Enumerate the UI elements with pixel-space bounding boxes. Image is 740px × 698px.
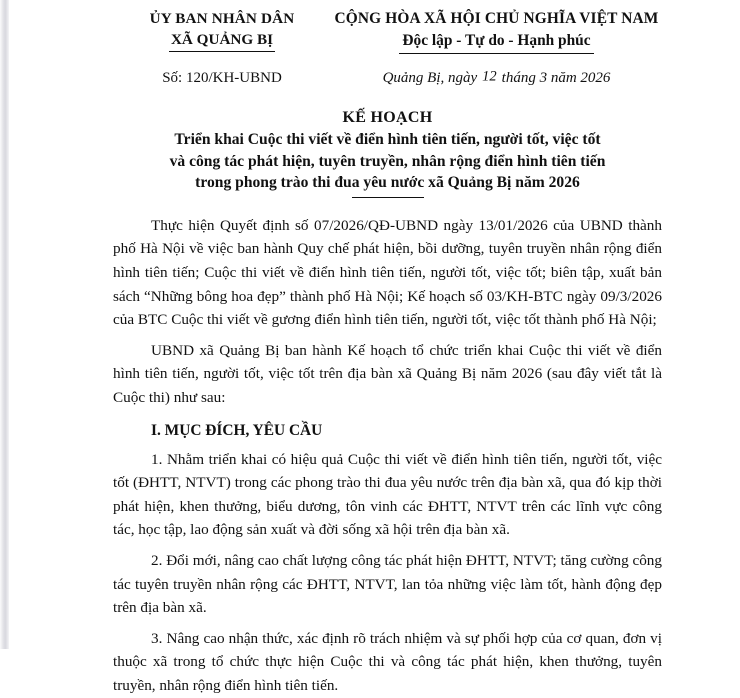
- national-heading-block: [331, 8, 662, 54]
- document-body: [113, 214, 662, 698]
- document-page: [9, 0, 740, 694]
- document-type-heading: KẾ HOẠCH: [342, 109, 433, 126]
- section-heading-purpose: I. MỤC ĐÍCH, YÊU CẦU: [151, 421, 323, 439]
- document-meta-row: [113, 70, 662, 87]
- document-number: [113, 70, 331, 87]
- date-day-value: 12: [482, 68, 497, 85]
- date-month-value: tháng 3: [501, 70, 548, 86]
- document-title-line-3: trong phong trào thi đua yêu nước xã Quảng Bị năm 2026: [195, 174, 580, 191]
- document-title-line-2: và công tác phát hiện, tuyên truyền, nhân rộng điển hình tiên tiến: [169, 152, 606, 170]
- date-year-value: năm 2026: [550, 70, 611, 86]
- paragraph-issuance: UBND xã Quảng Bị ban hành Kế hoạch tổ chức triển khai Cuộc thi viết về điển hình tiên tiến, người tốt, việc tốt trên địa bàn xã Quảng Bị năm 2026 (sau đây viết tắt là Cuộc thi) như sau:: [113, 341, 662, 407]
- issuing-authority-line-1: ỦY BAN NHÂN DÂN: [149, 10, 295, 27]
- issuing-authority-line-2: XÃ QUẢNG BỊ: [169, 29, 275, 52]
- paragraph-item-1: 1. Nhằm triển khai có hiệu quả Cuộc thi viết về điển hình tiên tiến, người tốt, việc tốt (ĐHTT, NTVT) trong các phong trào thi đua yêu nước trên địa bàn xã, qua đó kịp thời phát hiện, khen thưởng, biểu dương, tôn vinh các ĐHTT, NTVT trên các lĩnh vực công tác, học tập, lao động sản xuất và đời sống xã hội trên địa bàn xã.: [113, 450, 662, 539]
- document-masthead: [113, 8, 662, 54]
- document-number-suffix: /KH-UBND: [208, 70, 282, 86]
- national-motto: Độc lập - Tự do - Hạnh phúc: [399, 30, 593, 54]
- paragraph-item-3: 3. Nâng cao nhận thức, xác định rõ trách nhiệm và sự phối hợp của cơ quan, đơn vị thuộc xã trong tổ chức thực hiện Cuộc thi và công tác phát hiện, khen thưởng, tuyên truyền, nhân rộng điển hình tiên tiến.: [113, 629, 662, 694]
- document-title-block: [113, 107, 662, 198]
- issuing-authority-block: [113, 8, 331, 52]
- date-place-label: Quảng Bị, ngày: [382, 70, 478, 86]
- viewer-page-edge: [0, 0, 9, 649]
- document-number-value: Số: 120: [162, 70, 209, 86]
- document-title-line-1: Triển khai Cuộc thi viết về điển hình tiên tiến, người tốt, việc tốt: [174, 131, 601, 148]
- document-date: [331, 70, 662, 87]
- paragraph-item-2: 2. Đổi mới, nâng cao chất lượng công tác phát hiện ĐHTT, NTVT; tăng cường công tác tuyên truyền nhân rộng các ĐHTT, NTVT, lan tỏa những việc làm tốt, hành động đẹp trên địa bàn xã.: [113, 552, 662, 617]
- national-name: CỘNG HÒA XÃ HỘI CHỦ NGHĨA VIỆT NAM: [334, 10, 659, 27]
- paragraph-legal-basis: Thực hiện Quyết định số 07/2026/QĐ-UBND ngày 13/01/2026 của UBND thành phố Hà Nội về việc ban hành Quy chế phát hiện, bồi dưỡng, tuyên truyền nhân rộng điển hình tiên tiến; Cuộc thi viết về điển hình tiên tiến, người tốt, việc tốt; biên tập, xuất bản sách “Những bông hoa đẹp” thành phố Hà Nội; Kế hoạch số 03/KH-BTC ngày 09/3/2026 của BTC Cuộc thi viết về gương điển hình tiên tiến, người tốt, việc tốt thành phố Hà Nội;: [113, 216, 662, 329]
- title-underline-rule: [352, 197, 424, 198]
